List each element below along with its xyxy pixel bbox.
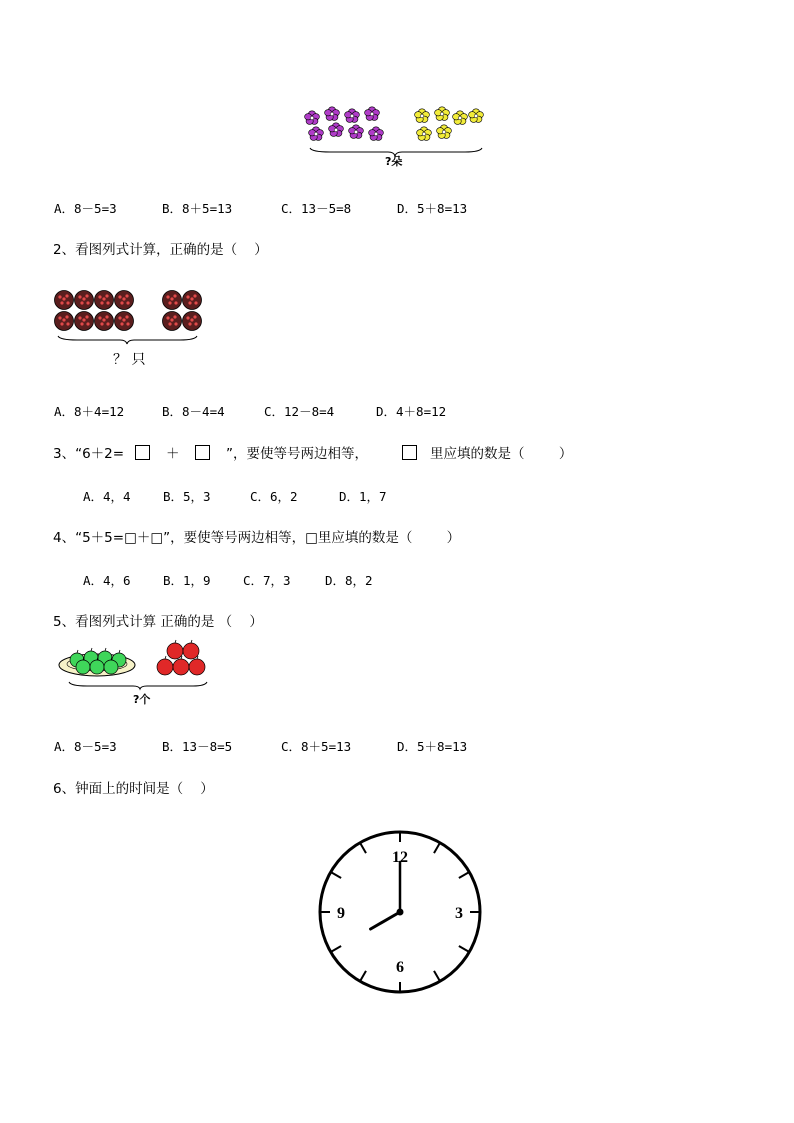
ladybug-ball-icon [183, 312, 202, 331]
ladybug-ball-icon [75, 312, 94, 331]
ladybug-ball-icon [55, 312, 74, 331]
ladybug-ball-icon [163, 291, 182, 310]
clock-icon [317, 829, 483, 995]
yellow-flowers-group [415, 107, 484, 141]
q3-prefix: 3、“6＋2= [53, 446, 125, 462]
apples-figure [55, 640, 225, 695]
brace-under-balls [58, 336, 197, 344]
flower-icon [325, 107, 340, 121]
apple-icon [167, 640, 183, 659]
apple-icon [157, 656, 173, 675]
q1-option-b[interactable]: B．8＋5=13 [162, 201, 233, 216]
q6-question: 6、钟面上的时间是（ ） [53, 781, 214, 797]
flower-icon [437, 125, 452, 139]
balls-figure [52, 288, 212, 348]
q5-option-c[interactable]: C．8＋5=13 [281, 739, 352, 754]
flower-icon [329, 123, 344, 137]
q4-question: 4、“5＋5=□＋□”，要使等号两边相等，□里应填的数是（ ） [53, 530, 461, 546]
q5-option-a[interactable]: A．8－5=3 [54, 739, 117, 754]
flower-icon [415, 109, 430, 123]
q3-option-c[interactable]: C．6，2 [250, 489, 298, 504]
q5-option-d[interactable]: D．5＋8=13 [397, 739, 468, 754]
q1-option-a[interactable]: A．8－5=3 [54, 201, 117, 216]
flower-icon [305, 111, 320, 125]
q3-option-a[interactable]: A．4，4 [83, 489, 131, 504]
ladybug-ball-icon [183, 291, 202, 310]
q3-blank-box-2[interactable] [195, 445, 210, 460]
purple-flowers-group [305, 107, 384, 141]
ladybug-ball-icon [115, 291, 134, 310]
clock-number-3: 3 [455, 905, 463, 922]
q4-option-d[interactable]: D．8，2 [325, 573, 373, 588]
q4-option-a[interactable]: A．4，6 [83, 573, 131, 588]
q4-option-c[interactable]: C．7，3 [243, 573, 291, 588]
clock-center-pin [397, 909, 404, 916]
q1-option-d[interactable]: D．5＋8=13 [397, 201, 468, 216]
flowers-figure-label: ?朵 [385, 155, 403, 168]
ladybug-ball-icon [95, 312, 114, 331]
balls-figure-label: ？ 只 [113, 352, 146, 368]
flower-icon [369, 127, 384, 141]
ladybug-ball-icon [115, 312, 134, 331]
q2-option-d[interactable]: D．4＋8=12 [376, 404, 447, 419]
apples-figure-label: ?个 [133, 693, 151, 706]
q1-option-c[interactable]: C．13－5=8 [281, 201, 352, 216]
q3-option-b[interactable]: B．5，3 [163, 489, 211, 504]
clock-number-9: 9 [337, 905, 345, 922]
q5-option-b[interactable]: B．13－8=5 [162, 739, 233, 754]
q3-plus-sign: ＋ [166, 446, 180, 462]
flower-icon [453, 111, 468, 125]
q5-question: 5、看图列式计算 正确的是 （ ） [53, 614, 263, 630]
flower-icon [309, 127, 324, 141]
clock-number-12: 12 [392, 849, 408, 866]
q3-blank-box-3[interactable] [402, 445, 417, 460]
q4-option-b[interactable]: B．1，9 [163, 573, 211, 588]
q2-question: 2、看图列式计算，正确的是（ ） [53, 242, 268, 258]
q2-option-b[interactable]: B．8－4=4 [162, 404, 225, 419]
flower-icon [469, 109, 484, 123]
q3-suffix-text: 里应填的数是（ ） [430, 446, 573, 462]
ladybug-ball-icon [95, 291, 114, 310]
flower-icon [349, 125, 364, 139]
flower-icon [435, 107, 450, 121]
flower-icon [417, 127, 432, 141]
q3-blank-box-1[interactable] [135, 445, 150, 460]
clock-number-6: 6 [396, 959, 404, 976]
q2-option-c[interactable]: C．12－8=4 [264, 404, 335, 419]
ladybug-ball-icon [163, 312, 182, 331]
ladybug-ball-icon [55, 291, 74, 310]
flower-icon [365, 107, 380, 121]
flower-icon [345, 109, 360, 123]
q3-option-d[interactable]: D．1，7 [339, 489, 387, 504]
ladybug-ball-icon [75, 291, 94, 310]
apple-icon [183, 640, 199, 659]
q2-option-a[interactable]: A．8＋4=12 [54, 404, 125, 419]
brace-under-apples [69, 682, 207, 689]
q3-middle-text: ”，要使等号两边相等， [226, 446, 368, 462]
